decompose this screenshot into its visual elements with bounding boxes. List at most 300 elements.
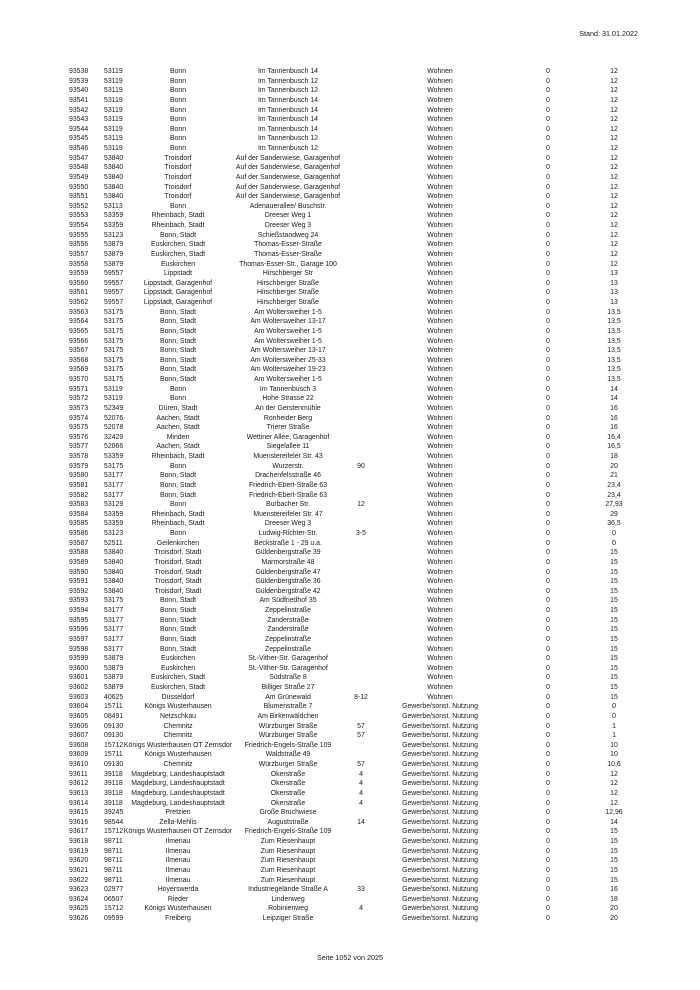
street: Güldenbergstraße 39: [255, 549, 321, 557]
city: Magdeburg, Landeshauptstadt: [131, 770, 225, 778]
table-row: [0, 847, 700, 857]
city: Königs Wusterhausen: [144, 751, 212, 759]
postal-code: 39118: [104, 789, 123, 797]
zero-value: 0: [546, 876, 550, 884]
street: Auf der Sanderwiese, Garagenhof: [235, 154, 341, 162]
amount: 13,5: [607, 337, 621, 345]
usage-type: Wohnen: [427, 549, 453, 557]
city: Chemnitz: [163, 732, 193, 740]
zero-value: 0: [546, 905, 550, 913]
zero-value: 0: [546, 501, 550, 509]
zero-value: 0: [546, 145, 550, 152]
postal-code: 02977: [104, 886, 124, 894]
usage-type: Wohnen: [427, 222, 453, 229]
zero-value: 0: [546, 886, 550, 894]
zero-value: 0: [546, 818, 550, 826]
row-id: 93550: [69, 183, 89, 191]
postal-code: 53177: [104, 491, 124, 499]
row-id: 93597: [69, 635, 89, 643]
zero-value: 0: [546, 337, 550, 345]
house-number: 4: [359, 789, 363, 797]
street: Adenauerallee/ Buschstr.: [249, 202, 327, 210]
zero-value: 0: [546, 693, 550, 701]
street: Burbacher Str.: [265, 501, 311, 509]
postal-code: 53840: [104, 558, 124, 566]
city: Troisdorf: [164, 173, 192, 181]
row-id: 93559: [69, 270, 89, 278]
postal-code: 98711: [104, 857, 123, 865]
postal-code: 53840: [104, 549, 124, 557]
amount: 12: [610, 241, 618, 249]
house-number: 4: [359, 905, 363, 913]
row-id: 93569: [69, 366, 89, 374]
zero-value: 0: [546, 366, 550, 374]
street: Zeppelinstraße: [265, 607, 311, 614]
table-row: [0, 471, 700, 481]
amount: 15: [610, 684, 618, 691]
row-id: 93608: [69, 741, 89, 749]
postal-code: 53879: [104, 664, 124, 672]
city: Bonn, Stadt: [159, 231, 197, 239]
postal-code: 53879: [104, 684, 124, 691]
usage-type: Wohnen: [427, 404, 453, 412]
street: Hohe Strasse 22: [262, 395, 314, 403]
street: Am Woltersweiher 19-23: [250, 366, 326, 374]
usage-type: Gewerbe/sonst. Nutzung: [402, 799, 478, 807]
table-row: [0, 616, 700, 626]
amount: 15: [610, 568, 618, 576]
house-number: 33: [357, 886, 365, 894]
street: Zeppelinstraße: [265, 635, 311, 643]
city: Bonn, Stadt: [159, 607, 197, 614]
postal-code: 39118: [104, 770, 123, 778]
city: Troisdorf, Stadt: [154, 558, 202, 566]
zero-value: 0: [546, 443, 550, 451]
street: Okerstraße: [270, 770, 306, 778]
street: Auf der Sanderwiese, Garagenhof: [235, 173, 341, 181]
amount: 23,4: [607, 481, 621, 489]
house-number: 57: [357, 722, 365, 730]
row-id: 93540: [69, 87, 89, 95]
row-id: 93599: [69, 655, 89, 663]
row-id: 93562: [69, 299, 89, 306]
row-id: 93623: [69, 886, 89, 894]
zero-value: 0: [546, 96, 550, 104]
zero-value: 0: [546, 722, 550, 730]
postal-code: 53175: [104, 356, 124, 364]
row-id: 93585: [69, 520, 89, 528]
postal-code: 53119: [104, 68, 123, 75]
amount: 10: [610, 751, 618, 759]
table-row: [0, 654, 700, 664]
city: Rheinbach, Stadt: [151, 453, 205, 460]
amount: 12: [610, 183, 618, 191]
zero-value: 0: [546, 433, 550, 441]
row-id: 93620: [69, 857, 89, 865]
city: Bonn, Stadt: [159, 645, 197, 653]
postal-code: 53359: [104, 212, 124, 220]
postal-code: 52076: [104, 414, 124, 422]
street: St.-Vither-Str. Garagenhof: [248, 655, 328, 663]
street: Muenstereifeler Str. 47: [253, 510, 323, 518]
amount: 0: [612, 539, 616, 547]
usage-type: Wohnen: [427, 241, 453, 249]
row-id: 93609: [69, 751, 89, 759]
amount: 15: [610, 857, 618, 865]
row-id: 93544: [69, 125, 89, 133]
city: Ilmenau: [165, 847, 191, 855]
city: Ilmenau: [165, 838, 191, 845]
zero-value: 0: [546, 395, 550, 403]
house-number: 4: [359, 780, 363, 788]
amount: 1: [612, 722, 616, 730]
postal-code: 53175: [104, 318, 124, 326]
street: Am Woltersweiher 1-5: [254, 376, 322, 383]
postal-code: 59557: [104, 289, 124, 297]
usage-type: Wohnen: [427, 173, 453, 181]
table-row: [0, 442, 700, 452]
zero-value: 0: [546, 741, 550, 749]
postal-code: 53177: [104, 607, 124, 614]
street: Schießstandweg 24: [257, 231, 319, 239]
amount: 20: [610, 462, 618, 470]
city: Bonn, Stadt: [159, 635, 197, 643]
row-id: 93567: [69, 347, 89, 355]
amount: 15: [610, 847, 618, 855]
city: Bonn: [169, 501, 187, 509]
street: Zum Riesenhaupt: [260, 866, 316, 874]
postal-code: 53175: [104, 376, 124, 383]
usage-type: Gewerbe/sonst. Nutzung: [402, 703, 478, 711]
street: Ronheider Berg: [263, 414, 313, 422]
usage-type: Wohnen: [427, 96, 453, 104]
postal-code: 53840: [104, 568, 124, 576]
zero-value: 0: [546, 125, 550, 133]
postal-code: 53175: [104, 327, 124, 335]
amount: 15: [610, 549, 618, 557]
table-row: [0, 519, 700, 529]
amount: 12: [610, 789, 618, 797]
postal-code: 39118: [104, 780, 123, 788]
street: Im Tannenbusch 14: [257, 125, 319, 133]
zero-value: 0: [546, 866, 550, 874]
zero-value: 0: [546, 250, 550, 258]
street: Thomas-Esser-Str., Garage 100: [239, 260, 337, 268]
table-row: [0, 86, 700, 96]
zero-value: 0: [546, 356, 550, 364]
street: Okerstraße: [270, 780, 306, 788]
amount: 12: [610, 799, 618, 807]
zero-value: 0: [546, 106, 550, 114]
city: Bonn, Stadt: [159, 491, 197, 499]
table-row: [0, 539, 700, 549]
postal-code: 53129: [104, 501, 124, 509]
zero-value: 0: [546, 376, 550, 383]
house-number: 8-12: [354, 693, 368, 701]
usage-type: Wohnen: [427, 366, 453, 374]
table-row: [0, 298, 700, 308]
usage-type: Wohnen: [427, 481, 453, 489]
amount: 13: [610, 279, 618, 287]
usage-type: Wohnen: [427, 385, 453, 393]
postal-code: 52078: [104, 424, 124, 432]
zero-value: 0: [546, 761, 550, 768]
amount: 23,4: [607, 491, 621, 499]
street: Wettiner Allee, Garagenhof: [246, 433, 330, 441]
postal-code: 53177: [104, 481, 124, 489]
city: Rheinbach, Stadt: [151, 212, 205, 220]
amount: 12: [610, 212, 618, 220]
city: Bonn, Stadt: [159, 366, 197, 374]
street: Waldstraße 49: [265, 751, 311, 759]
city: Bonn: [169, 135, 187, 143]
city: Magdeburg, Landeshauptstadt: [131, 780, 225, 788]
table-row: [0, 558, 700, 568]
row-id: 93566: [69, 337, 89, 345]
postal-code: 52511: [104, 539, 123, 547]
zero-value: 0: [546, 472, 550, 480]
row-id: 93610: [69, 761, 89, 768]
street: Friedrich-Engels-Straße 109: [244, 741, 332, 749]
row-id: 93539: [69, 77, 89, 85]
row-id: 93601: [69, 674, 89, 682]
usage-type: Wohnen: [427, 510, 453, 518]
amount: 20: [610, 905, 618, 913]
zero-value: 0: [546, 231, 550, 239]
row-id: 93612: [69, 780, 89, 788]
amount: 15: [610, 587, 618, 595]
city: Bonn: [169, 462, 187, 470]
table-row: [0, 385, 700, 395]
street: Am Woltersweiher 13-17: [250, 347, 326, 355]
zero-value: 0: [546, 568, 550, 576]
usage-type: Wohnen: [427, 395, 453, 403]
amount: 10,6: [607, 761, 621, 768]
zero-value: 0: [546, 751, 550, 759]
amount: 15: [610, 616, 618, 624]
table-row: [0, 568, 700, 578]
amount: 0: [612, 712, 616, 720]
street: Am Woltersweiher 1-5: [254, 308, 322, 316]
usage-type: Wohnen: [427, 376, 453, 383]
zero-value: 0: [546, 183, 550, 191]
zero-value: 0: [546, 549, 550, 557]
usage-type: Gewerbe/sonst. Nutzung: [402, 770, 478, 778]
postal-code: 53113: [104, 202, 123, 210]
street: St.-Vither-Str. Garagenhof: [248, 664, 328, 672]
row-id: 93613: [69, 789, 89, 797]
row-id: 93576: [69, 433, 89, 441]
city: Düsseldorf: [161, 693, 195, 701]
street: Thomas-Esser-Straße: [254, 250, 322, 258]
usage-type: Wohnen: [427, 318, 453, 326]
amount: 15: [610, 558, 618, 566]
postal-code: 53840: [104, 173, 124, 181]
table-row: [0, 683, 700, 693]
zero-value: 0: [546, 193, 550, 201]
house-number: 3-5: [356, 530, 366, 537]
postal-code: 53119: [104, 125, 123, 133]
amount: 14: [610, 818, 618, 826]
page-number: Seite 1052 von 2025: [317, 953, 383, 962]
city: Königs Wusterhausen OT Zernsdor: [123, 828, 233, 836]
usage-type: Gewerbe/sonst. Nutzung: [402, 780, 478, 788]
table-row: [0, 67, 700, 77]
postal-code: 53879: [104, 250, 124, 258]
street: Große Bruchwiese: [259, 809, 317, 817]
amount: 16,5: [607, 443, 621, 451]
table-row: [0, 154, 700, 164]
table-row: [0, 818, 700, 828]
amount: 20: [610, 915, 618, 922]
table-row: [0, 876, 700, 886]
amount: 15: [610, 876, 618, 884]
usage-type: Wohnen: [427, 607, 453, 614]
amount: 12: [610, 770, 618, 778]
amount: 15: [610, 828, 618, 836]
amount: 12: [610, 250, 618, 258]
city: Bonn: [169, 395, 187, 403]
zero-value: 0: [546, 462, 550, 470]
street: Friedrich-Ebert-Straße 63: [248, 481, 328, 489]
amount: 12: [610, 68, 618, 75]
postal-code: 53119: [104, 77, 123, 85]
postal-code: 53119: [104, 135, 123, 143]
zero-value: 0: [546, 453, 550, 460]
row-id: 93558: [69, 260, 89, 268]
row-id: 93547: [69, 154, 89, 162]
city: Düren, Stadt: [158, 404, 198, 412]
postal-code: 53177: [104, 616, 124, 624]
street: Friedrich-Engels-Straße 109: [244, 828, 332, 836]
usage-type: Wohnen: [427, 539, 453, 547]
city: Pretzien: [165, 809, 191, 817]
usage-type: Wohnen: [427, 270, 453, 278]
table-row: [0, 673, 700, 683]
street: Auf der Sanderwiese, Garagenhof: [235, 193, 341, 201]
postal-code: 53359: [104, 222, 124, 229]
postal-code: 53123: [104, 231, 124, 239]
table-row: [0, 260, 700, 270]
postal-code: 15711: [104, 703, 123, 711]
zero-value: 0: [546, 260, 550, 268]
row-id: 93621: [69, 866, 89, 874]
city: Euskirchen: [160, 655, 196, 663]
row-id: 93541: [69, 96, 89, 104]
table-row: [0, 125, 700, 135]
postal-code: 53359: [104, 453, 124, 460]
zero-value: 0: [546, 712, 550, 720]
zero-value: 0: [546, 327, 550, 335]
city: Königs Wusterhausen: [144, 703, 212, 711]
zero-value: 0: [546, 655, 550, 663]
usage-type: Gewerbe/sonst. Nutzung: [402, 847, 478, 855]
city: Lippstadt: [164, 270, 192, 278]
postal-code: 53119: [104, 395, 123, 403]
amount: 1: [612, 732, 616, 740]
row-id: 93611: [69, 770, 88, 778]
postal-code: 53840: [104, 578, 124, 586]
city: Bonn, Stadt: [159, 472, 197, 480]
city: Euskirchen, Stadt: [150, 684, 206, 691]
table-row: [0, 231, 700, 241]
row-id: 93596: [69, 626, 89, 634]
zero-value: 0: [546, 539, 550, 547]
table-row: [0, 779, 700, 789]
zero-value: 0: [546, 587, 550, 595]
table-row: [0, 731, 700, 741]
table-row: [0, 635, 700, 645]
city: Bonn: [169, 385, 187, 393]
table-row: [0, 491, 700, 501]
city: Euskirchen: [160, 664, 196, 672]
table-row: [0, 577, 700, 587]
usage-type: Gewerbe/sonst. Nutzung: [402, 809, 478, 817]
city: Bonn: [169, 116, 187, 124]
street: Im Tannenbusch 14: [257, 106, 319, 114]
zero-value: 0: [546, 664, 550, 672]
city: Magdeburg, Landeshauptstadt: [131, 799, 225, 807]
postal-code: 59557: [104, 270, 124, 278]
usage-type: Wohnen: [427, 231, 453, 239]
postal-code: 15712: [104, 741, 124, 749]
usage-type: Wohnen: [427, 193, 453, 201]
zero-value: 0: [546, 414, 550, 422]
street: Industriegelände Straße A: [248, 886, 328, 894]
postal-code: 09130: [104, 732, 124, 740]
table-row: [0, 173, 700, 183]
street: Robinienweg: [268, 905, 308, 913]
usage-type: Wohnen: [427, 462, 453, 470]
row-id: 93602: [69, 684, 89, 691]
street: Am Woltersweiher 1-5: [254, 327, 322, 335]
postal-code: 53175: [104, 347, 124, 355]
zero-value: 0: [546, 674, 550, 682]
table-row: [0, 77, 700, 87]
postal-code: 40625: [104, 693, 124, 701]
table-row: [0, 481, 700, 491]
table-row: [0, 433, 700, 443]
street: Im Tannenbusch 12: [257, 77, 319, 85]
street: Dreeser Weg 1: [264, 212, 312, 220]
zero-value: 0: [546, 558, 550, 566]
city: Rheinbach, Stadt: [151, 510, 205, 518]
table-row: [0, 606, 700, 616]
street: Okerstraße: [270, 799, 306, 807]
table-row: [0, 770, 700, 780]
house-number: 90: [357, 462, 365, 470]
street: Dreeser Weg 3: [264, 520, 312, 528]
city: Chemnitz: [163, 722, 193, 730]
table-row: [0, 221, 700, 231]
street: Im Tannenbusch 3: [259, 385, 317, 393]
amount: 12: [610, 87, 618, 95]
city: Bonn, Stadt: [159, 616, 197, 624]
row-id: 93598: [69, 645, 89, 653]
postal-code: 59557: [104, 299, 124, 306]
city: Troisdorf: [164, 193, 192, 201]
zero-value: 0: [546, 915, 550, 922]
city: Aachen, Stadt: [156, 443, 200, 451]
house-number: 12: [357, 501, 365, 509]
postal-code: 53879: [104, 260, 124, 268]
usage-type: Gewerbe/sonst. Nutzung: [402, 751, 478, 759]
street: Im Tannenbusch 14: [257, 68, 319, 75]
table-row: [0, 202, 700, 212]
postal-code: 06507: [104, 895, 124, 903]
postal-code: 09130: [104, 761, 124, 768]
amount: 16: [610, 424, 618, 432]
